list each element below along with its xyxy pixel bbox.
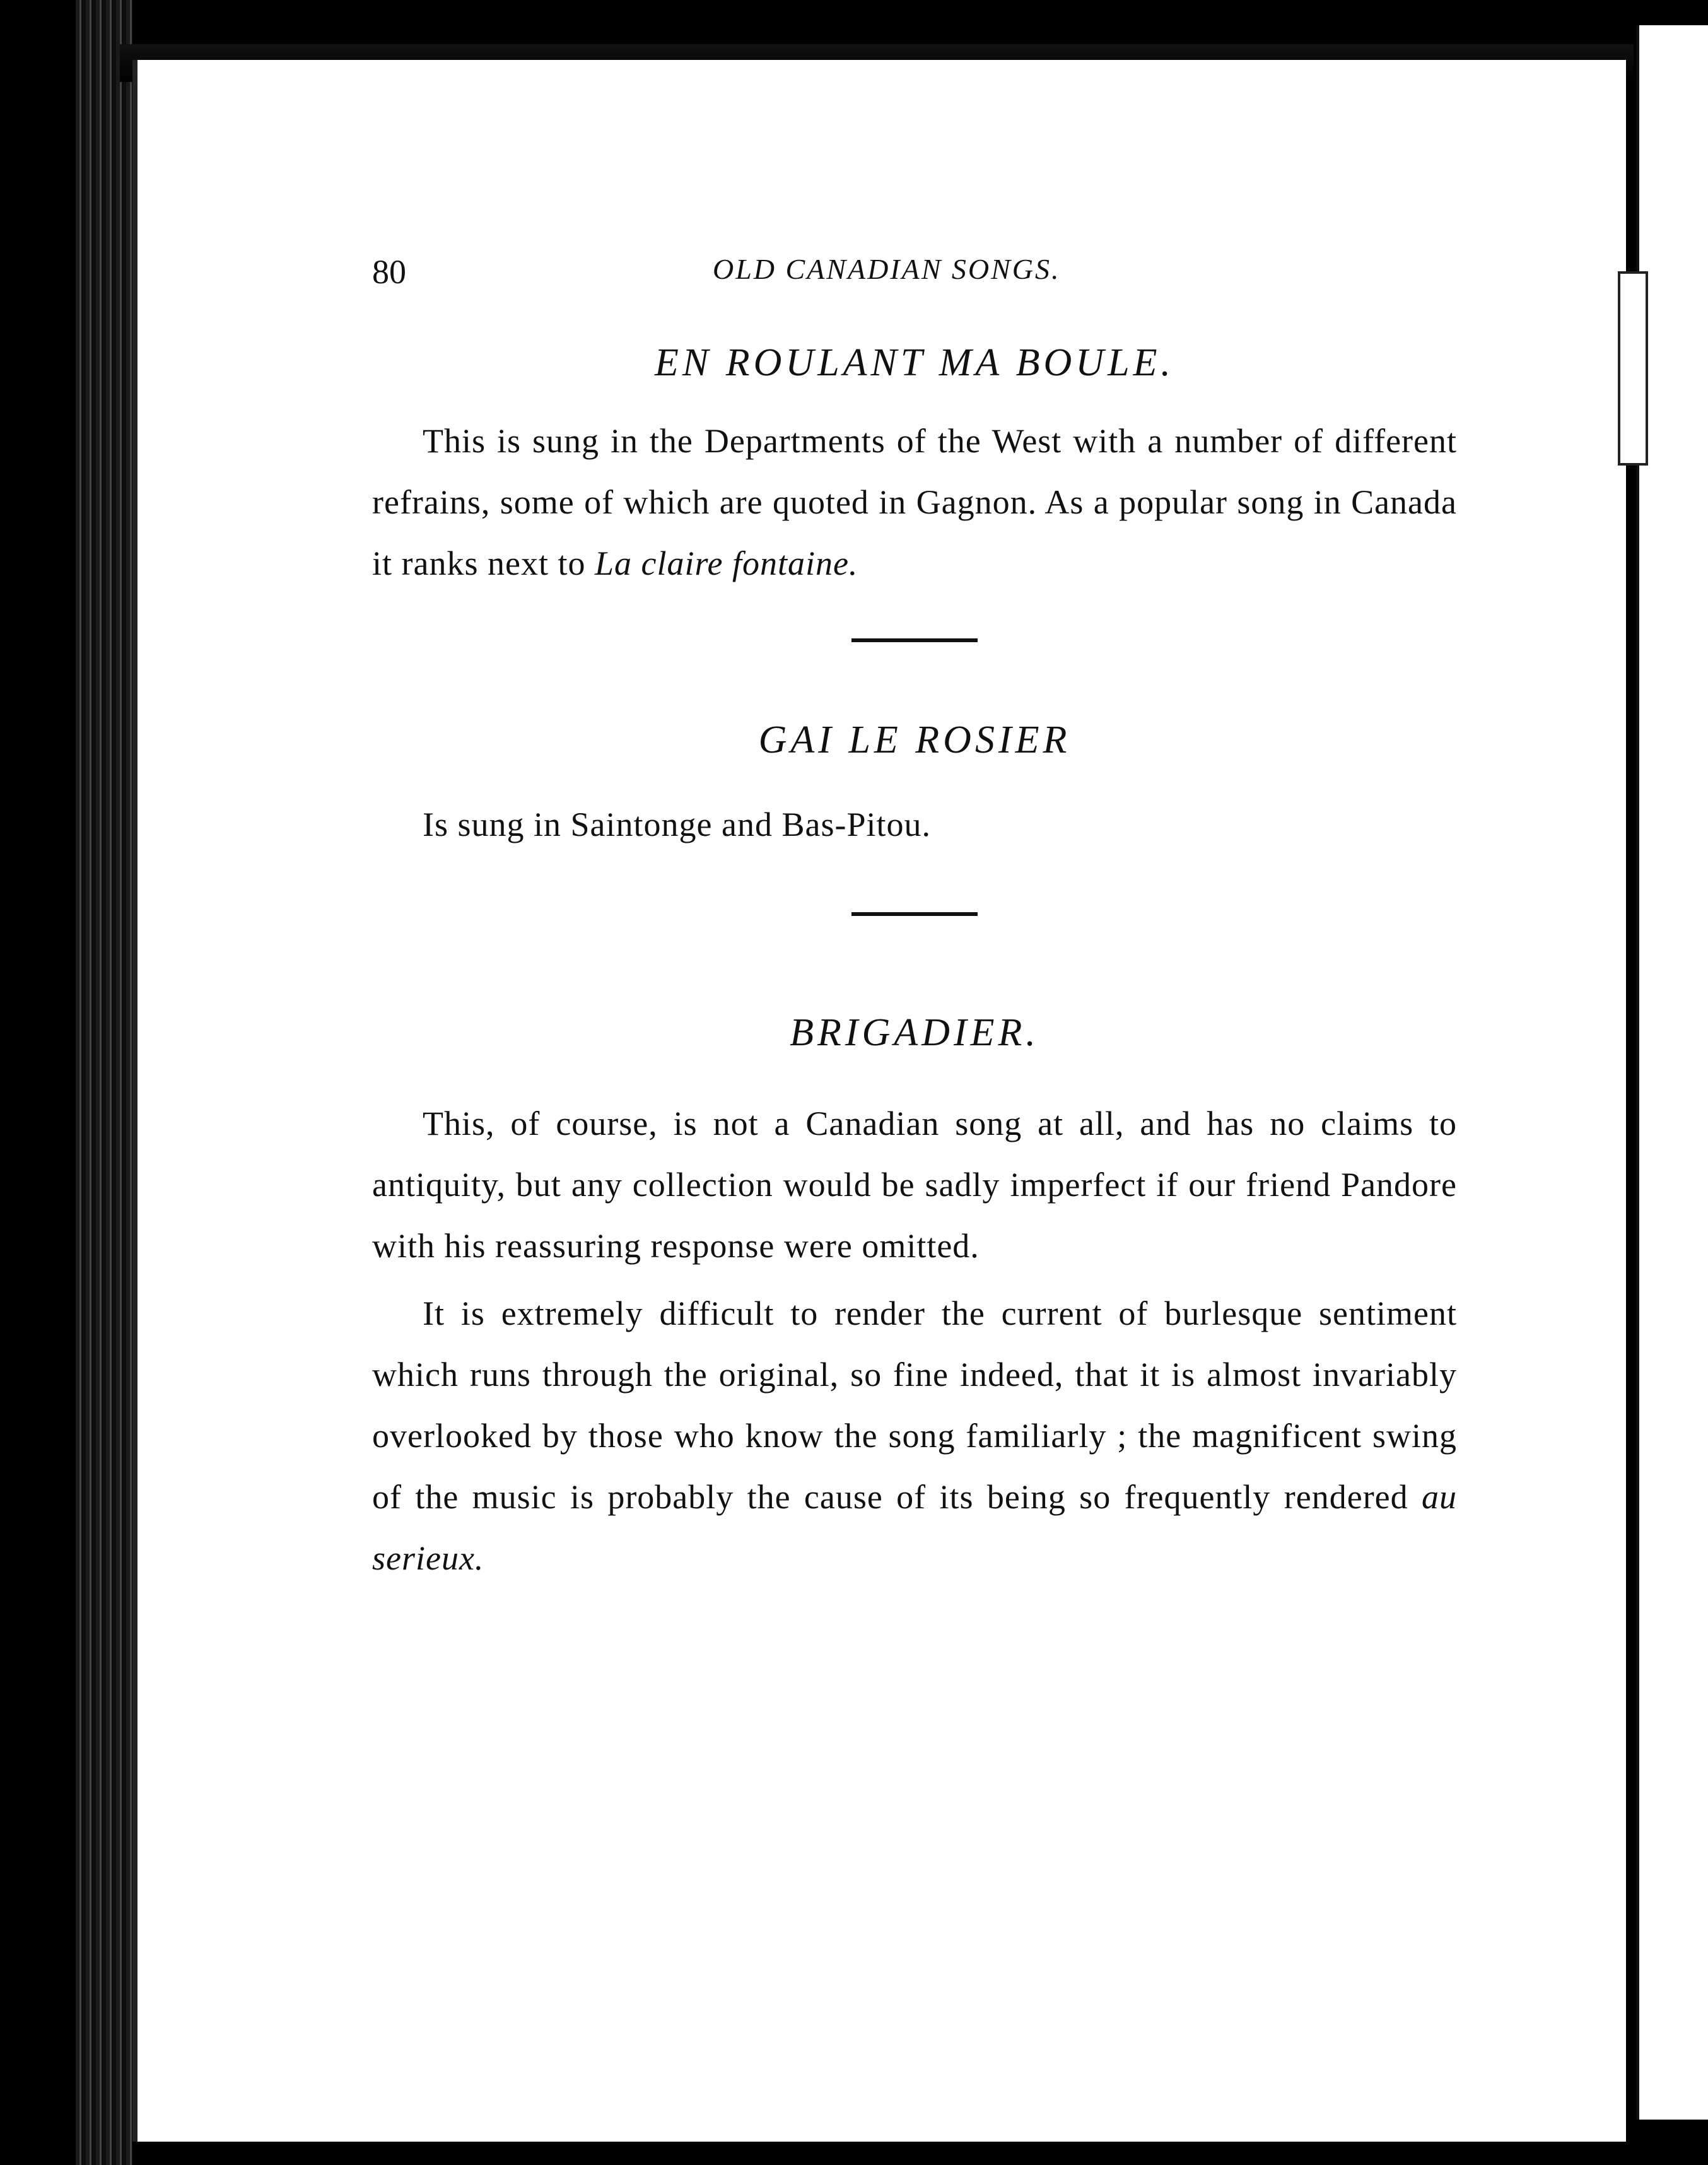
page-number: 80 <box>372 253 406 291</box>
book-binding-edge <box>76 0 132 2165</box>
section-paragraph-brigadier-2 <box>372 1283 1457 1589</box>
section-divider <box>851 638 978 642</box>
page-tab-marker <box>1618 271 1648 466</box>
section-paragraph-en-roulant <box>372 411 1457 594</box>
paragraph-text: This is sung in the Departments of the West with a number of different refrains, some of which are quoted in Gagnon. As a popular song in Canada it ranks next to <box>372 422 1457 582</box>
paragraph-italic: au serieux. <box>372 1478 1457 1577</box>
paragraph-italic: La claire fontaine. <box>594 544 858 582</box>
section-divider <box>851 912 978 916</box>
section-paragraph-brigadier-1: This, of course, is not a Canadian song at all, and has no claims to antiquity, but any collection would be sadly imperfect if our friend Pandore with his reassuring response were omitted. <box>372 1105 1457 1265</box>
section-paragraph-gai-le-rosier: Is sung in Saintonge and Bas-Pitou. <box>423 806 931 843</box>
section-title-gai-le-rosier: GAI LE ROSIER <box>758 719 1071 761</box>
running-title: OLD CANADIAN SONGS. <box>713 253 1061 285</box>
section-title-en-roulant: EN ROULANT MA BOULE. <box>655 341 1174 384</box>
section-title-brigadier: BRIGADIER. <box>790 1011 1039 1054</box>
running-header <box>372 252 1457 303</box>
page-content <box>372 252 1457 1589</box>
paragraph-text: It is extremely difficult to render the current of burlesque sentiment which runs through the original, so fine indeed, that it is almost invariably overlooked by those who know the song familiarly ; the magnificent swing of the music is probably the cause of its being so frequently rendered <box>372 1294 1457 1516</box>
